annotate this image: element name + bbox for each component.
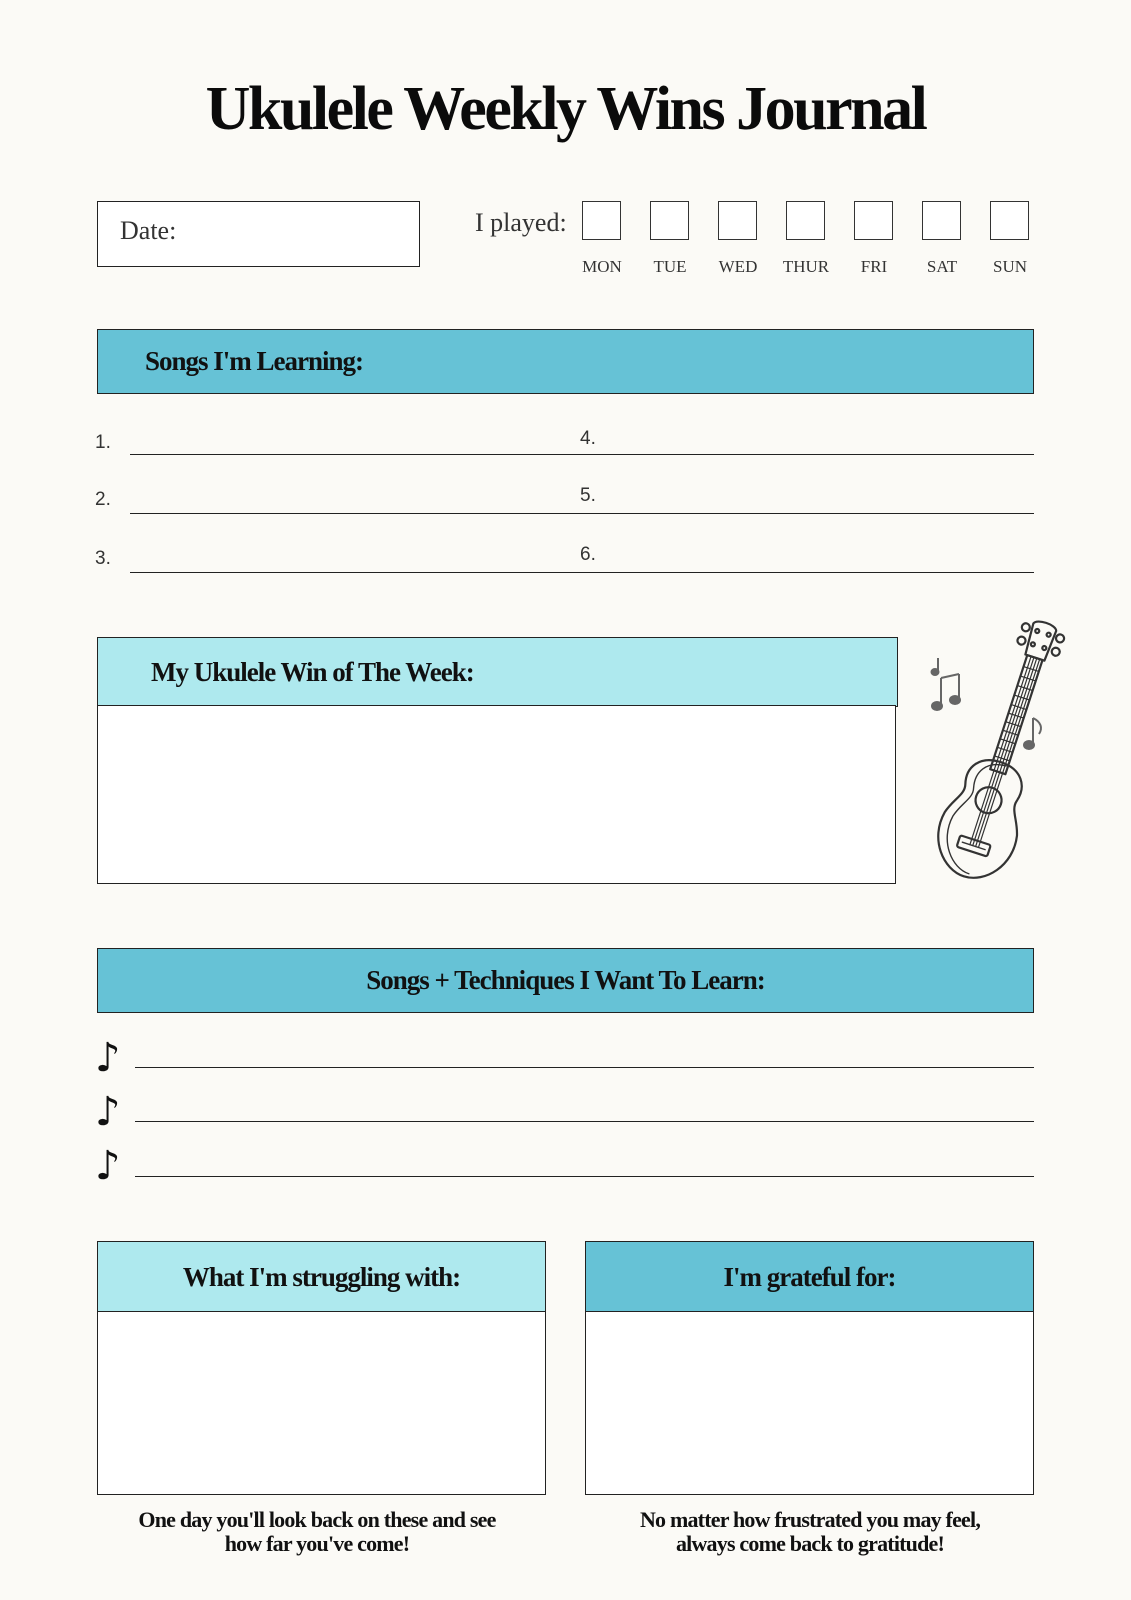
song-line-3[interactable] <box>130 572 1034 573</box>
played-label: I played: <box>475 208 567 237</box>
song-line-1[interactable] <box>130 454 1034 455</box>
song-number-6: 6. <box>580 544 596 565</box>
day-checkbox-mon[interactable] <box>582 201 621 240</box>
want-to-learn-header: Songs + Techniques I Want To Learn: <box>97 948 1034 1013</box>
learn-line-3[interactable] <box>135 1176 1034 1177</box>
song-number-3: 3. <box>95 548 111 569</box>
song-number-5: 5. <box>580 485 596 506</box>
struggling-caption <box>97 1508 537 1556</box>
day-checkbox-sun[interactable] <box>990 201 1029 240</box>
date-label: Date: <box>120 216 177 245</box>
ukulele-illustration <box>925 610 1075 910</box>
struggling-caption-line1: One day you'll look back on these and see <box>138 1507 496 1532</box>
day-checkbox-fri[interactable] <box>854 201 893 240</box>
music-note-icon: ♪ <box>95 1035 121 1081</box>
day-checkbox-tue[interactable] <box>650 201 689 240</box>
day-label-thur: THUR <box>782 257 830 276</box>
grateful-caption <box>590 1508 1030 1556</box>
grateful-caption-line1: No matter how frustrated you may feel, <box>639 1507 981 1532</box>
struggling-box[interactable] <box>97 1311 546 1495</box>
grateful-caption-line2: always come back to gratitude! <box>675 1531 945 1556</box>
songs-learning-header: Songs I'm Learning: <box>97 329 1034 394</box>
song-number-4: 4. <box>580 428 596 449</box>
music-note-icon: ♪ <box>95 1143 121 1189</box>
day-label-sun: SUN <box>992 257 1027 276</box>
music-note-icon: ♪ <box>95 1089 121 1135</box>
song-number-1: 1. <box>95 432 111 453</box>
struggling-caption-line2: how far you've come! <box>224 1531 410 1556</box>
win-of-week-box[interactable] <box>97 705 896 884</box>
learn-line-2[interactable] <box>135 1121 1034 1122</box>
learn-line-1[interactable] <box>135 1067 1034 1068</box>
song-number-2: 2. <box>95 489 111 510</box>
win-of-week-header: My Ukulele Win of The Week: <box>97 637 898 707</box>
grateful-box[interactable] <box>585 1311 1034 1495</box>
day-label-fri: FRI <box>860 257 888 276</box>
day-label-sat: SAT <box>926 257 958 276</box>
day-checkbox-wed[interactable] <box>718 201 757 240</box>
day-label-wed: WED <box>718 257 758 276</box>
struggling-header: What I'm struggling with: <box>97 1241 546 1313</box>
song-line-2[interactable] <box>130 513 1034 514</box>
day-checkbox-thur[interactable] <box>786 201 825 240</box>
day-label-tue: TUE <box>653 257 687 276</box>
day-label-mon: MON <box>582 257 622 276</box>
grateful-header: I'm grateful for: <box>585 1241 1034 1313</box>
page-title: Ukulele Weekly Wins Journal <box>205 75 926 143</box>
day-checkbox-sat[interactable] <box>922 201 961 240</box>
